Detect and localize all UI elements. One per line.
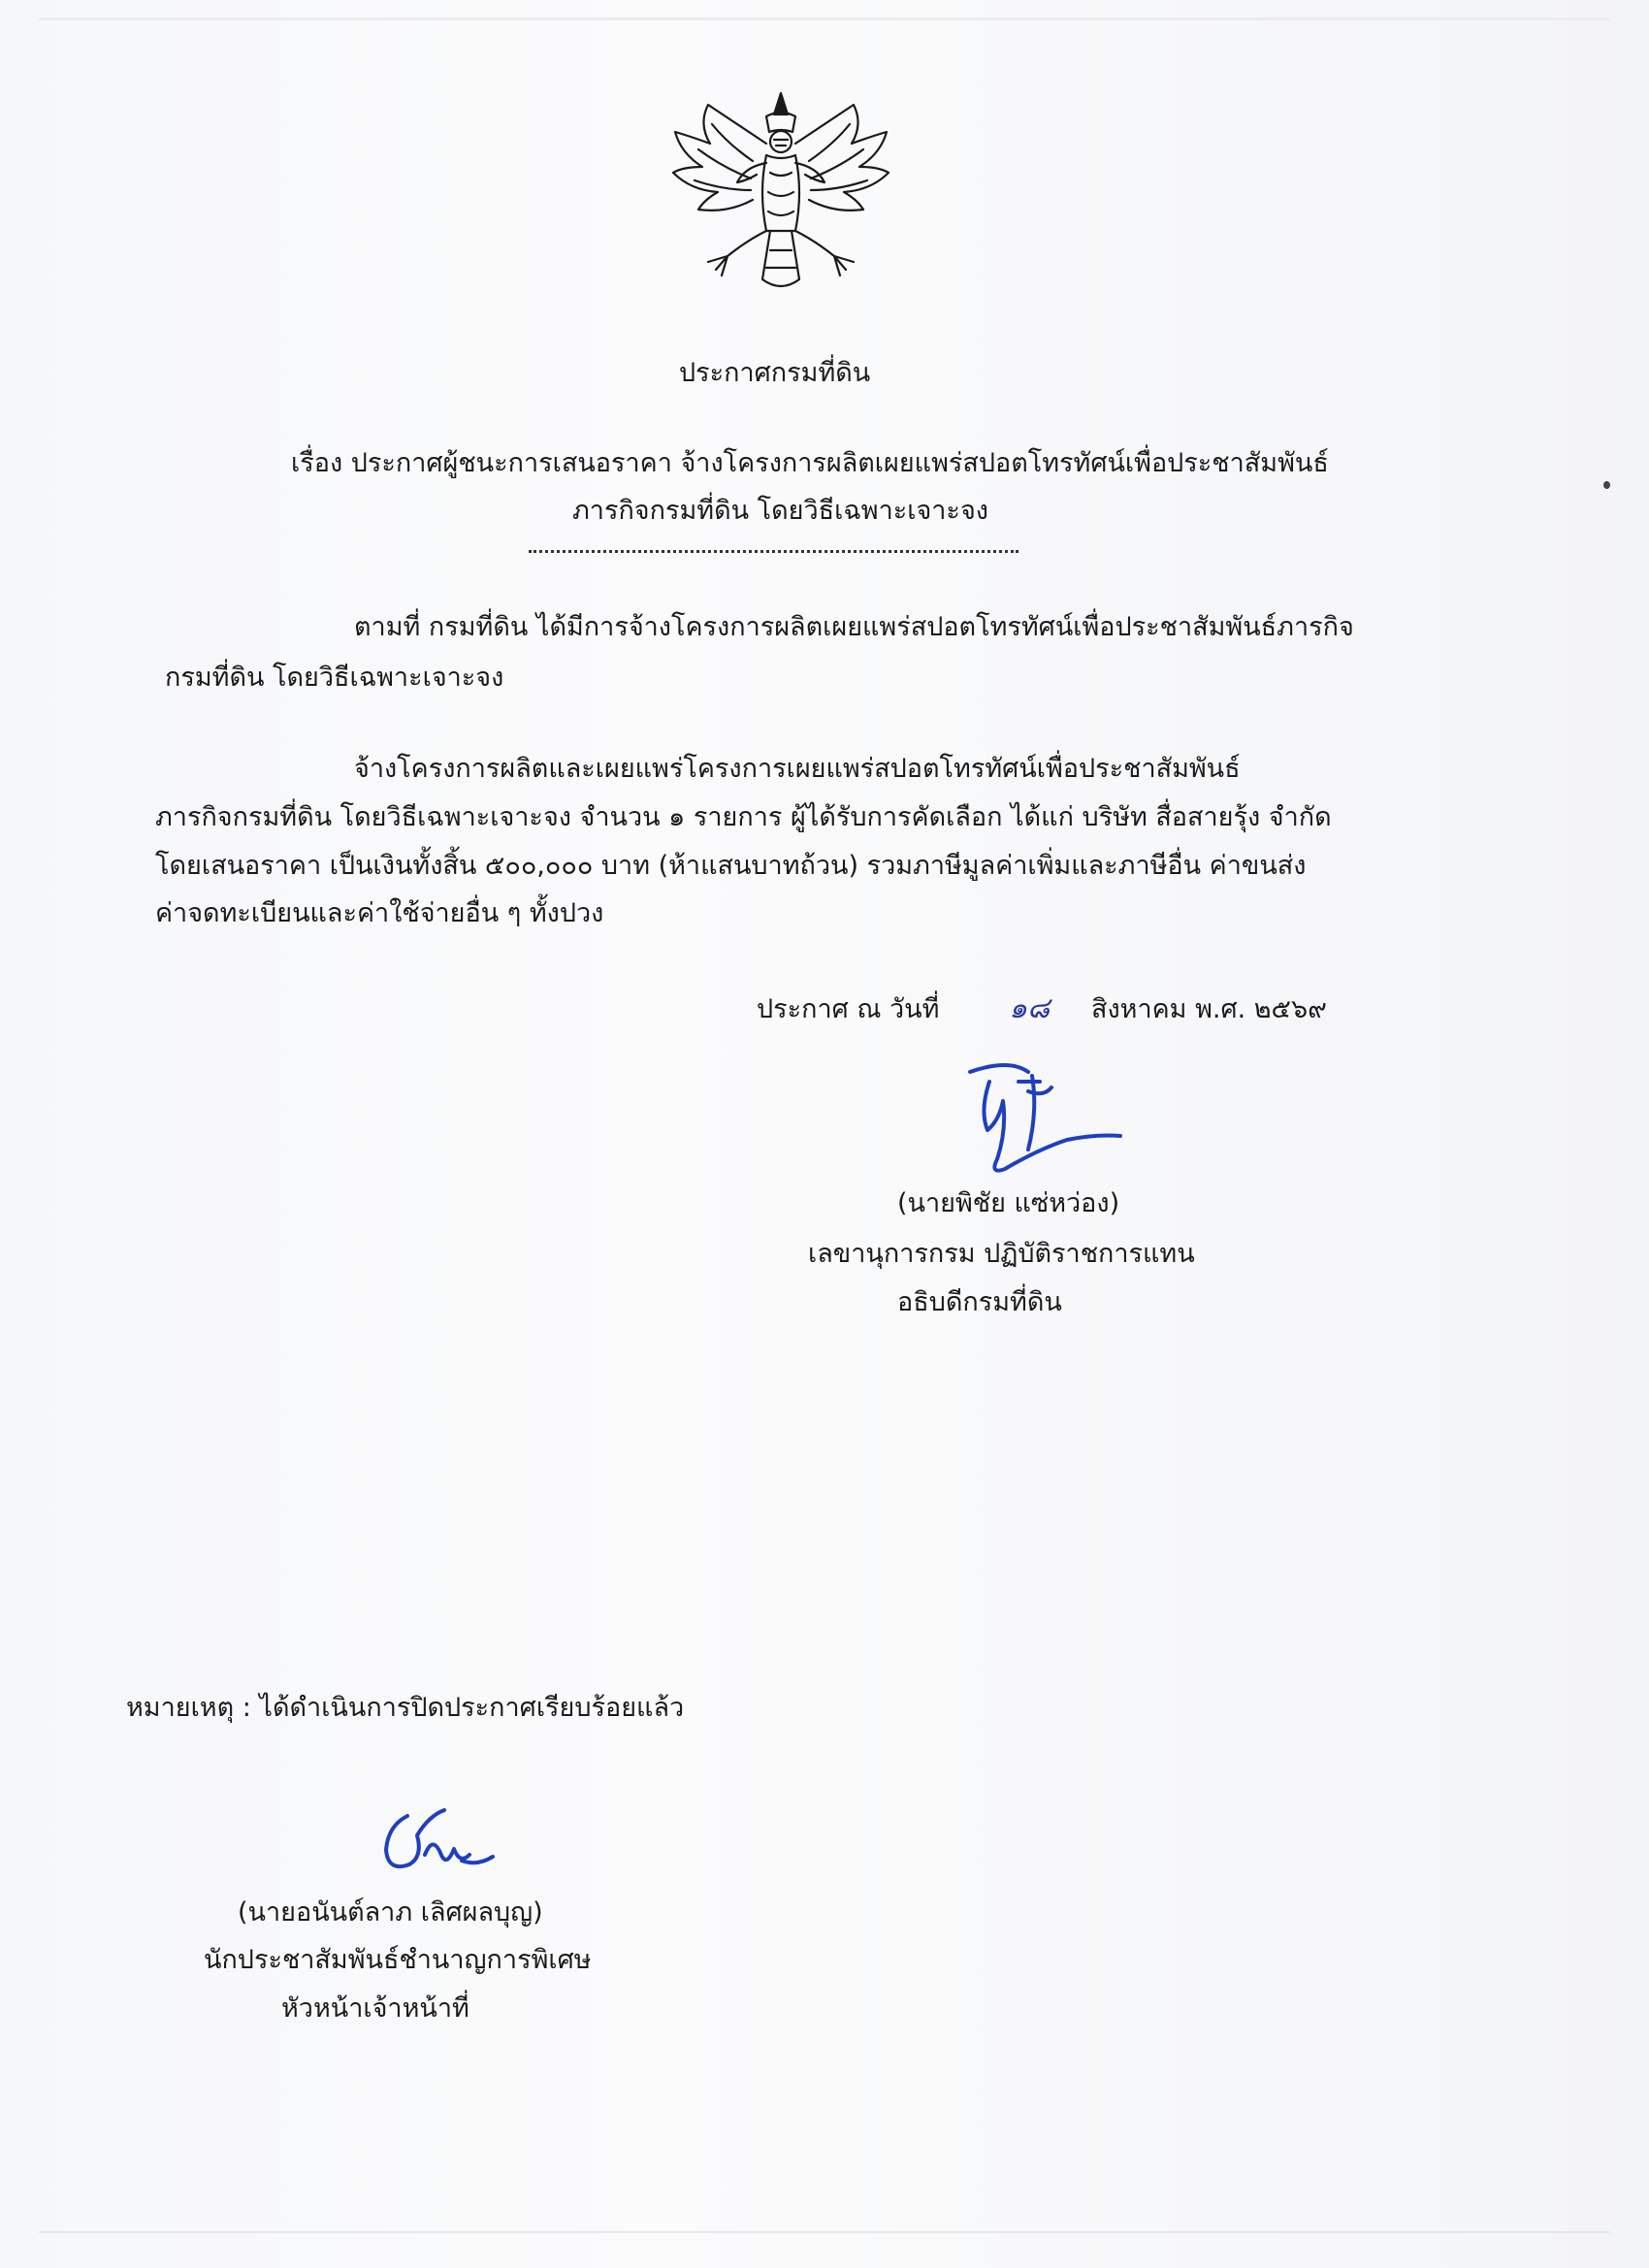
- officer-position-2: หัวหน้าเจ้าหน้าที่: [281, 1993, 469, 2024]
- paragraph-2-line-3: โดยเสนอราคา เป็นเงินทั้งสิ้น ๕๐๐,๐๐๐ บาท (ห้าแสนบาทถ้วน) รวมภาษีมูลค่าเพิ่มและภาษีอื่น ค่าขนส่ง: [155, 851, 1307, 881]
- paragraph-1-line-2: กรมที่ดิน โดยวิธีเฉพาะเจาะจง: [165, 663, 504, 693]
- date-day-handwritten: ๑๘: [1009, 991, 1051, 1025]
- subject-line-1: เรื่อง ประกาศผู้ชนะการเสนอราคา จ้างโครงการผลิตเผยแพร่สปอตโทรทัศน์เพื่อประชาสัมพันธ์: [291, 448, 1329, 478]
- subject-line-2: ภารกิจกรมที่ดิน โดยวิธีเฉพาะเจาะจง: [572, 496, 988, 526]
- garuda-emblem-icon: [669, 85, 892, 304]
- paragraph-2-line-2: ภารกิจกรมที่ดิน โดยวิธีเฉพาะเจาะจง จำนวน ๑ รายการ ผู้ได้รับการคัดเลือก ได้แก่ บริษัท สื่อสายรุ้ง จำกัด: [155, 802, 1332, 832]
- paragraph-2-line-4: ค่าจดทะเบียนและค่าใช้จ่ายอื่น ๆ ทั้งปวง: [155, 898, 604, 928]
- officer-position-1: นักประชาสัมพันธ์ชำนาญการพิเศษ: [204, 1945, 592, 1975]
- signature-icon: [369, 1797, 504, 1889]
- document-title: ประกาศกรมที่ดิน: [679, 358, 871, 388]
- signatory-name: (นายพิชัย แซ่หว่อง): [897, 1188, 1120, 1218]
- scan-speck: [1603, 481, 1610, 489]
- date-prefix: ประกาศ ณ วันที่: [757, 994, 940, 1024]
- page-edge-top: [39, 17, 1610, 20]
- page-edge-bottom: [39, 2231, 1610, 2233]
- paragraph-1-line-1: ตามที่ กรมที่ดิน ได้มีการจ้างโครงการผลิตเผยแพร่สปอตโทรทัศน์เพื่อประชาสัมพันธ์ภารกิจ: [354, 612, 1354, 642]
- note-text: หมายเหตุ : ได้ดำเนินการปิดประกาศเรียบร้อยแล้ว: [126, 1693, 685, 1723]
- dotted-separator: [529, 550, 1018, 553]
- officer-name: (นายอนันต์ลาภ เลิศผลบุญ): [238, 1897, 543, 1928]
- signatory-position-1: เลขานุการกรม ปฏิบัติราชการแทน: [808, 1239, 1195, 1269]
- signature-icon: [951, 1053, 1125, 1188]
- signatory-position-2: อธิบดีกรมที่ดิน: [897, 1287, 1062, 1317]
- paragraph-2-line-1: จ้างโครงการผลิตและเผยแพร่โครงการเผยแพร่สปอตโทรทัศน์เพื่อประชาสัมพันธ์: [354, 754, 1241, 784]
- date-month-year: สิงหาคม พ.ศ. ๒๕๖๙: [1091, 994, 1327, 1024]
